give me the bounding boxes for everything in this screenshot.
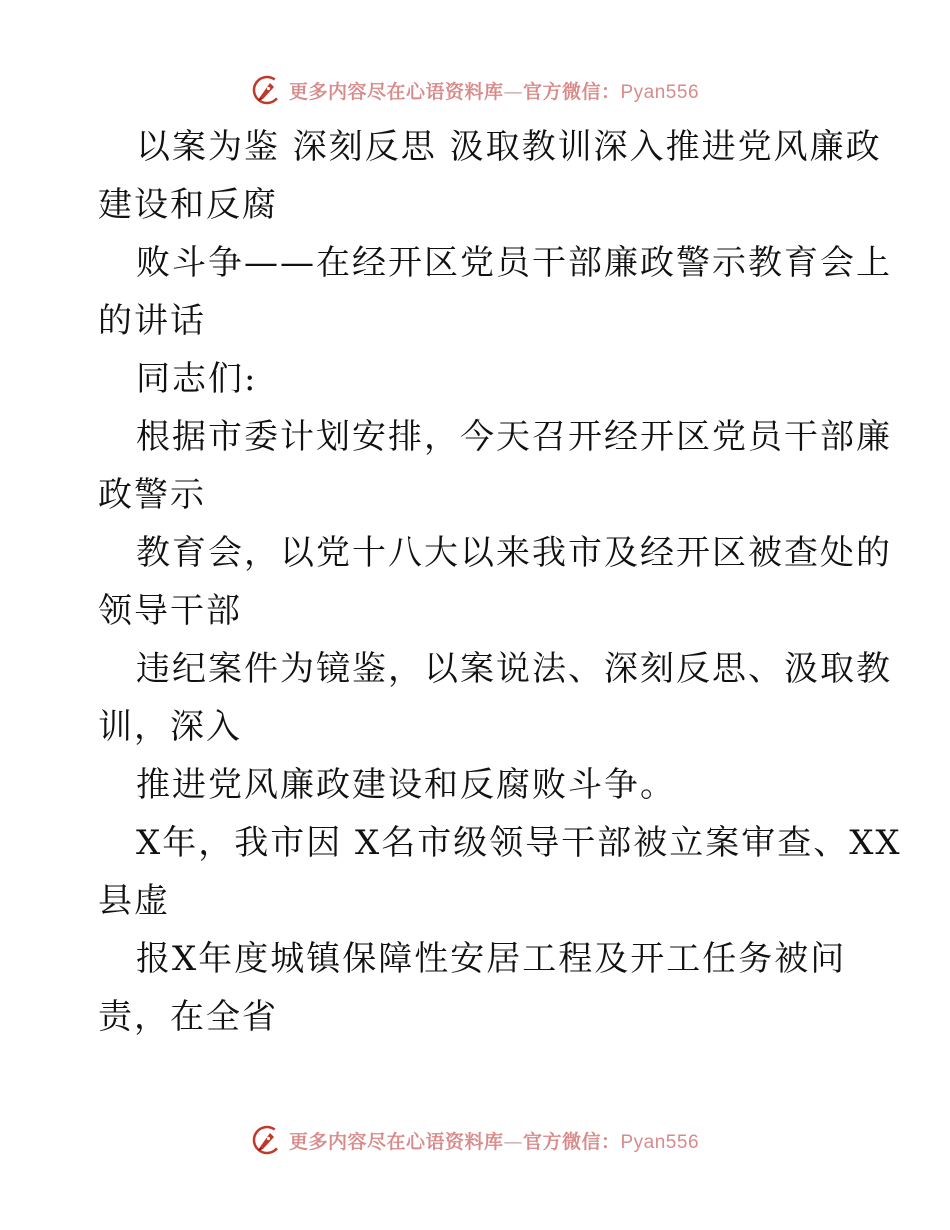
text-line: 政警示 [98,475,206,515]
text-line: 以案为鉴 深刻反思 汲取教训深入推进党风廉政 [136,127,882,167]
banner-site-text: 更多内容尽在心语资料库 [288,80,504,103]
text-line: 领导干部 [98,591,242,631]
banner-text [289,1127,699,1154]
banner-wechat-label: 官方微信： [522,80,621,103]
header-banner [0,70,950,110]
text-line: 建设和反腐 [98,185,278,225]
text-line: 训，深入 [98,707,242,747]
text-line: 的讲话 [98,301,206,341]
banner-separator: — [503,1130,523,1153]
text-line: 败斗争——在经开区党员干部廉政警示教育会上 [136,243,892,283]
document-body [98,118,902,1046]
text-line: 县虚 [98,881,170,921]
banner-text [289,77,699,104]
text-line: 报X年度城镇保障性安居工程及开工任务被问 [136,939,847,979]
text-line: 责，在全省 [98,997,278,1037]
pen-nib-logo-icon [251,74,283,106]
text-line: 根据市委计划安排，今天召开经开区党员干部廉 [136,417,892,457]
banner-wechat-label: 官方微信： [522,1130,621,1153]
text-line: 违纪案件为镜鉴，以案说法、深刻反思、汲取教 [136,649,892,689]
text-line: 同志们: [136,359,258,399]
text-line: X年，我市因 X名市级领导干部被立案审查、XX [136,823,902,863]
text-line: 教育会，以党十八大以来我市及经开区被查处的 [136,533,892,573]
pen-nib-logo-icon [251,1124,283,1156]
banner-site-text: 更多内容尽在心语资料库 [288,1130,504,1153]
banner-wechat-id: Pyan556 [620,81,700,103]
text-line: 推进党风廉政建设和反腐败斗争。 [136,765,676,805]
footer-banner [0,1120,950,1160]
banner-wechat-id: Pyan556 [620,1131,700,1153]
banner-separator: — [503,80,523,103]
